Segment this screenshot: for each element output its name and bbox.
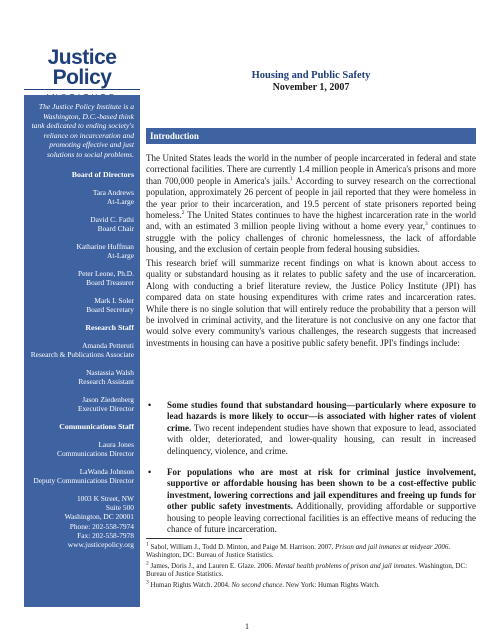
person-role: Research & Publications Associate <box>30 350 134 359</box>
board-heading: Board of Directors <box>71 170 134 179</box>
page-number: 1 <box>245 622 249 631</box>
board-member <box>28 242 134 260</box>
person-role: At-Large <box>107 251 134 260</box>
bullet-icon: • <box>148 400 152 410</box>
footnotes <box>146 543 476 591</box>
list-item: • For populations who are most at risk for criminal justice involvement, supportive or affordable housing has been shown to be a cost-effective public investment, lowering corrections and jail expenditures and freeing up funds for other public safety investments. Additionally, providing affordable or supportive housing to people leaving correctional facilities is an effective means of reducing the chance of future incarceration. <box>148 467 476 535</box>
person-name: Laura Jones <box>98 440 134 449</box>
phone: Phone: 202-558-7974 <box>69 521 134 531</box>
section-heading: Introduction <box>146 128 476 144</box>
person-role: Research Assistant <box>78 377 134 386</box>
website-link[interactable]: www.justicepolicy.org <box>67 540 134 550</box>
mission-statement: The Justice Policy Institute is a Washington, D.C.-based think tank dedicated to ending society's reliance on incarceration and promoting effective and just solutions to social problems. <box>31 102 134 159</box>
findings-list <box>146 400 476 545</box>
address-line: 1003 K Street, NW <box>76 494 134 503</box>
footnote-ref: 3 <box>425 221 428 228</box>
comms-member <box>28 467 134 485</box>
person-name: LaWanda Johnson <box>79 467 134 476</box>
footnote: $^2$ James, Doris J., and Lauren E. Glaze. 2006. Mental health problems of prison and jail inmates. Washington, DC: Bureau of Justice Statistics. <box>146 560 468 579</box>
sidebar <box>24 95 140 607</box>
person-role: Board Treasurer <box>86 278 134 287</box>
person-name: Katharine Huffman <box>76 242 134 251</box>
person-name: Mark I. Soler <box>94 296 134 305</box>
logo-wordmark: Justice Policy <box>47 46 117 89</box>
comms-heading: Communications Staff <box>59 422 134 431</box>
address-line: Suite 500 <box>105 503 134 513</box>
footnote-divider <box>146 538 242 539</box>
person-role: Deputy Communications Director <box>33 476 134 485</box>
person-name: Nastassia Walsh <box>86 368 134 377</box>
footnote: $^3$ Human Rights Watch. 2004. No second chance. New York: Human Rights Watch. <box>146 579 380 589</box>
document-title: Housing and Public Safety <box>251 70 371 81</box>
paragraph: The United States leads the world in the number of people incarcerated in federal and state correctional facilities. There are currently 1.4 million people in America's prisons and more than 700,000 people in America's jails.$^1$ According to survey research on the correctional population, approximately 26 percent of people in jail reported that they were homeless in the year prior to their incarceration, and 19.5 percent of state prisoners reported being homeless.$^2$ The United States continues to have the highest incarceration rate in the world and, with an estimated 3 million people living without a home every year,$^3$ continues to struggle with the policy challenges of chronic homelessness, the lack of affordable housing, and the exclusion of certain people from federal housing subsidies. <box>146 153 476 255</box>
person-name: Amanda Petteruti <box>82 341 134 350</box>
address-line: Washington, DC 20001 <box>64 512 134 522</box>
person-name: Tara Andrews <box>92 188 134 197</box>
research-heading: Research Staff <box>85 323 134 332</box>
footnote: $^1$ Sabol, William J., Todd D. Minton, and Paige M. Harrison. 2007. Prison and jail inmates at midyear 2006. Washington, DC: Bureau of Justice Statistics. <box>146 541 451 560</box>
footnote-ref: 1 <box>290 175 293 182</box>
person-role: Board Secretary <box>86 305 134 314</box>
person-name: Jason Ziedenberg <box>82 395 134 404</box>
person-role: At-Large <box>107 197 134 206</box>
footnote-ref: 2 <box>181 210 185 217</box>
fax: Fax: 202-558-7978 <box>77 530 134 540</box>
research-member <box>28 395 134 413</box>
research-member <box>28 368 134 386</box>
board-member <box>28 215 134 233</box>
logo <box>24 48 140 101</box>
comms-member <box>28 440 134 458</box>
person-name: Peter Leone, Ph.D. <box>77 269 134 278</box>
person-role: Communications Director <box>57 449 134 458</box>
person-name: David C. Fathi <box>90 215 134 224</box>
contact-address <box>28 494 134 549</box>
research-member <box>28 341 134 359</box>
board-member <box>28 188 134 206</box>
bullet-icon: • <box>148 467 152 478</box>
document-date: November 1, 2007 <box>272 82 350 93</box>
list-item: • Some studies found that substandard housing—particularly where exposure to lead hazards is more likely to occur—is associated with higher rates of violent crime. Two recent independent studies have shown that exposure to lead, associated with older, deteriorated, and lower-quality housing, can result in increased delinquency, violence, and crime. <box>148 400 476 456</box>
board-member <box>28 269 134 287</box>
board-member <box>28 296 134 314</box>
person-role: Board Chair <box>97 224 134 233</box>
person-role: Executive Director <box>77 404 134 413</box>
paragraph: This research brief will summarize recent findings on what is known about access to quality or substandard housing as it relates to public safety and the use of incarceration. Along with conducting a brief literature review, the Justice Policy Institute (JPI) has compared data on state housing expenditures with crime rates and incarceration rates. While there is no single solution that will entirely reduce the probability that a person will be involved in criminal activity, and the literature is not conclusive on any one factor that would solve every community's various challenges, the research suggests that increased investments in housing can have a positive public safety benefit. JPI's findings include: <box>146 258 476 348</box>
